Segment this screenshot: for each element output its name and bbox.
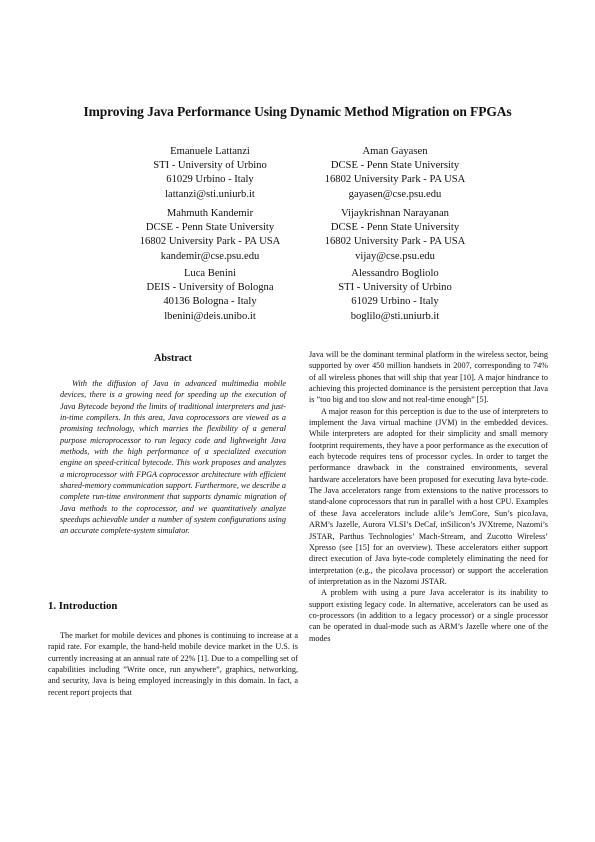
author-address: 16802 University Park - PA USA	[324, 236, 466, 248]
intro-column-left	[48, 630, 298, 698]
author-address: 16802 University Park - PA USA	[324, 174, 466, 186]
author-email: vijay@cse.psu.edu	[355, 250, 435, 262]
author-block	[105, 267, 315, 324]
author-block	[290, 267, 500, 324]
author-block	[290, 207, 500, 264]
author-name: Vijaykrishnan Narayanan	[341, 208, 449, 219]
author-name: Alessandro Bogliolo	[351, 268, 439, 279]
author-block	[105, 145, 315, 202]
author-affiliation: DCSE - Penn State University	[330, 160, 460, 172]
author-block	[290, 145, 500, 202]
author-affiliation: STI - University of Urbino	[153, 160, 267, 172]
author-affiliation: DCSE - Penn State University	[330, 222, 460, 234]
author-address: 61029 Urbino - Italy	[166, 174, 254, 186]
abstract-body	[60, 378, 286, 537]
author-name: Emanuele Lattanzi	[170, 146, 250, 157]
section-heading: 1. Introduction	[48, 600, 118, 612]
author-email: gayasen@cse.psu.edu	[348, 188, 442, 200]
abstract-text: With the diffusion of Java in advanced multimedia mobile devices, there is a growing need for speeding up the execution of Java Bytecode beyond the limits of traditional interpreters and just-in-time compilers. In this area, Java coprocessors are viewed as a promising technology, which marries the flexibility of a general purpose microprocessor to run legacy code and lightweight Java methods, with the high performance of a specialized execution engine on speed-critical bytecode. This work proposes and analyzes a microprocessor with FPGA coprocessor architecture with efficient shared-memory communication support. Furthermore, we describe a complete run-time environment that supports dynamic migration of Java methods to the coprocessor, and we quantitatively analyze speedups achievable under a number of system configurations using an accurate complete-system simulator.	[60, 379, 286, 536]
author-email: lattanzi@sti.uniurb.it	[165, 188, 255, 200]
author-address: 61029 Urbino - Italy	[351, 296, 439, 308]
author-email: lbenini@deis.unibo.it	[164, 310, 256, 322]
author-name: Aman Gayasen	[362, 146, 428, 157]
author-email: kandemir@cse.psu.edu	[160, 250, 260, 262]
author-address: 16802 University Park - PA USA	[139, 236, 281, 248]
author-block	[105, 207, 315, 264]
author-affiliation: DEIS - University of Bologna	[146, 282, 274, 294]
author-name: Mahmuth Kandemir	[166, 208, 254, 219]
abstract-heading: Abstract	[154, 353, 192, 364]
intro-paragraph: The market for mobile devices and phones is continuing to increase at a rapid rate. For example, the hand-held mobile device market in the U.S. is currently increasing at an annual rate of 22% [1]. Due to a compelling set of capabilities including ”Write once, run anywhere”, graphics, networking, and security, Java is being employed increasingly in this domain. In fact, a recent report projects that	[48, 631, 298, 697]
author-affiliation: STI - University of Urbino	[338, 282, 452, 294]
body-paragraph: A major reason for this perception is due to the use of interpreters to implement the Java virtual machine (JVM) in the embedded devices. While interpreters are adopted for their simplicity and small memory footprint requirements, they have a poor performance as the execution of each bytecode requires tens of processor cycles. In order to target the performance drawback in the constrained environments, several hardware accelerators have been proposed for executing Java byte-code. The Java accelerators range from extensions to the native processors to stand-alone coprocessors that run in parallel with a host CPU. Examples of these Java accelerators include aJile’s JemCore, Sun’s picoJava, ARM’s Jazelle, Aurora VLSI’s DeCaf, inSilicon’s JVXtreme, Nazomi’s JSTAR, Parthus Technologies’ Mach-Stream, and Zucotto Wireless’ Xpresso (see [15] for an overview). These accelerators either support direct execution of Java byte-code completely eliminating the need for interpretation (e.g., the picoJava processor) or support the acceleration of interpretation as in the Nazomi JSTAR.	[309, 406, 548, 586]
body-paragraph: Java will be the dominant terminal platform in the wireless sector, being supported by over 450 million handsets in 2007, corresponding to 74% of all wireless phones that will ship that year [10]. A major hindrance to achieving this projected dominance is the persistent perception that Java is ”too big and too slow and not real-time enough” [5].	[309, 350, 548, 405]
body-paragraph: A problem with using a pure Java accelerator is its inability to support existing legacy code. In alternative, accelerators can be used as co-processors (in addition to a legacy processor) or a single processor can be operated in dual-mode such as ARM’s Jazelle where one of the modes	[309, 588, 548, 643]
body-column-right	[309, 349, 548, 644]
author-address: 40136 Bologna - Italy	[163, 296, 257, 308]
author-affiliation: DCSE - Penn State University	[145, 222, 275, 234]
author-email: boglilo@sti.uniurb.it	[350, 310, 440, 322]
author-name: Luca Benini	[183, 268, 237, 279]
paper-title: Improving Java Performance Using Dynamic Method Migration on FPGAs	[83, 104, 512, 119]
